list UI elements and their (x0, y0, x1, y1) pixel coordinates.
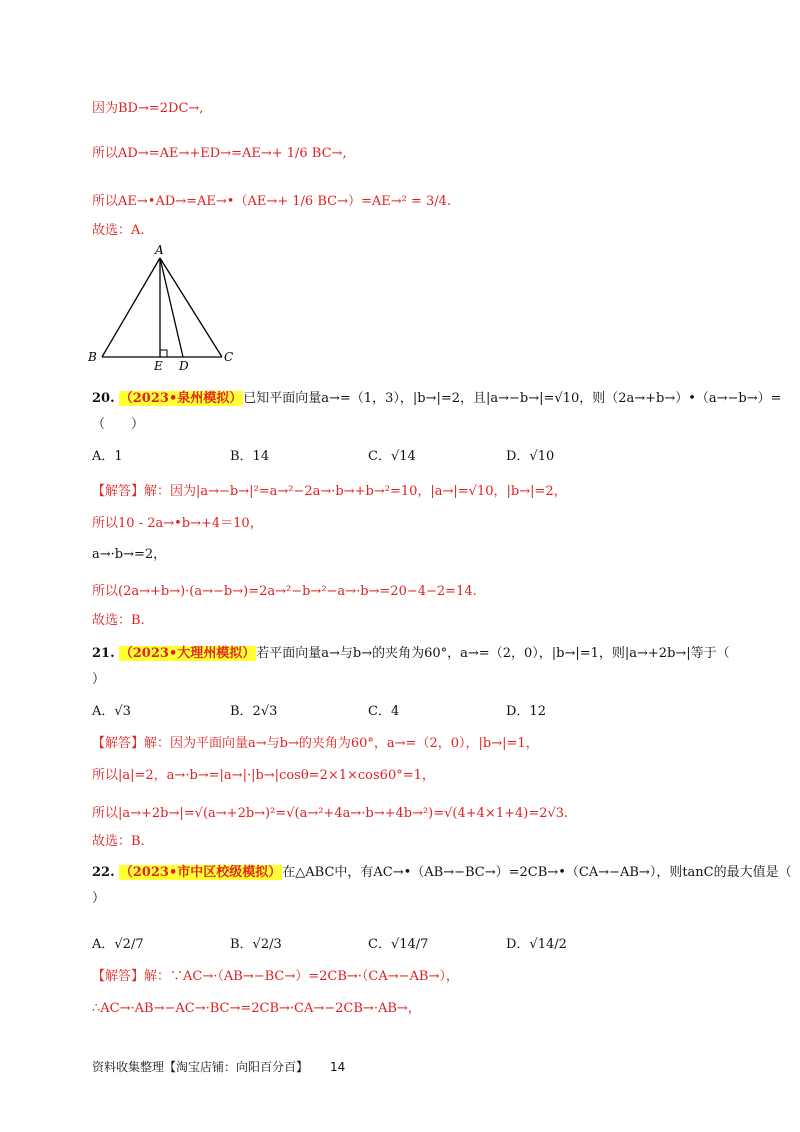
source-tag: （2023•市中区校级模拟） (119, 865, 282, 880)
option-c: C．√14/7 (368, 937, 429, 952)
option-b: B．2√3 (230, 704, 278, 719)
option-c: C．4 (368, 704, 400, 719)
solution-21-line-3: 所以|a→+2b→|=√(a→+2b→)²=√(a→²+4a→·b→+4b→²)=√(4+4×1+4)=2√3. (92, 806, 569, 821)
solution-line-2: 所以AD→=AE→+ED→=AE→+ 1/6 BC→, (92, 146, 347, 161)
option-d: D．√10 (506, 449, 555, 464)
triangle-diagram (84, 244, 244, 372)
answer-paren: ） (92, 672, 106, 687)
page-footer (92, 1058, 345, 1075)
question-21-stem (92, 645, 730, 663)
solution-20-line-1 (92, 483, 567, 501)
question-20-stem (92, 390, 782, 408)
label-c: C (224, 350, 234, 364)
solution-text: 解：∵AC→·（AB→−BC→）=2CB→·（CA→−AB→）， (144, 969, 459, 984)
question-number: 22. (92, 865, 115, 880)
solution-label: 【解答】 (92, 484, 145, 499)
label-a: A (155, 244, 164, 257)
solution-label: 【解答】 (92, 969, 145, 984)
solution-20-line-3: a→·b→=2， (92, 547, 167, 562)
question-22-stem (92, 864, 792, 882)
page-number: 14 (330, 1060, 346, 1074)
label-d: D (179, 359, 189, 372)
solution-22-line-1 (92, 968, 459, 986)
solution-line-1: 因为BD→=2DC→, (92, 101, 204, 116)
solution-20-line-4: 所以(2a→+b→)·(a→−b→)=2a→²−b→²−a→·b→=20−4−2=14. (92, 584, 477, 599)
answer-21: 故选：B. (92, 834, 145, 849)
source-tag: （2023•泉州模拟） (119, 391, 243, 406)
question-number: 21. (92, 646, 115, 661)
answer-20: 故选：B. (92, 613, 145, 628)
option-a: A．1 (92, 449, 123, 464)
question-text: 若平面向量a→与b→的夹角为60°，a→=（2，0），|b→|=1，则|a→+2b→|等于（ (256, 646, 730, 661)
solution-21-line-2: 所以|a|=2，a→·b→=|a→|·|b→|cosθ=2×1×cos60°=1， (92, 768, 435, 783)
question-text: 在△ABC中，有AC→•（AB→−BC→）=2CB→•（CA→−AB→），则tanC的最大值是（ (282, 865, 792, 880)
solution-text: 解：因为平面向量a→与b→的夹角为60°，a→=（2，0），|b→|=1， (144, 736, 539, 751)
option-d: D．12 (506, 704, 546, 719)
option-c: C．√14 (368, 449, 416, 464)
solution-line-3: 所以AE→•AD→=AE→•（AE→+ 1/6 BC→）=AE→² = 3/4. (92, 194, 452, 209)
option-a: A．√2/7 (92, 937, 144, 952)
option-d: D．√14/2 (506, 937, 567, 952)
solution-21-line-1 (92, 735, 539, 753)
answer-line: 故选：A. (92, 223, 145, 238)
solution-22-line-2: ∴AC→·AB→−AC→·BC→=2CB→·CA→−2CB→·AB→， (92, 1001, 421, 1016)
question-number: 20. (92, 391, 115, 406)
solution-label: 【解答】 (92, 736, 145, 751)
footer-text: 资料收集整理【淘宝店铺：向阳百分百】 (92, 1060, 309, 1074)
option-b: B．√2/3 (230, 937, 282, 952)
question-text: 已知平面向量a→=（1，3），|b→|=2，且|a→−b→|=√10，则（2a→+b→）•（a→−b→）= (243, 391, 782, 406)
option-a: A．√3 (92, 704, 131, 719)
solution-20-line-2: 所以10 - 2a→•b→+4＝10， (92, 516, 263, 531)
answer-paren: ） (92, 891, 106, 906)
option-b: B．14 (230, 449, 270, 464)
label-b: B (88, 350, 97, 364)
answer-paren: （ ） (92, 417, 145, 432)
label-e: E (154, 359, 163, 372)
solution-text: 解：因为|a→−b→|²=a→²−2a→·b→+b→²=10，|a→|=√10，|b→|=2， (144, 484, 567, 499)
source-tag: （2023•大理州模拟） (119, 646, 256, 661)
